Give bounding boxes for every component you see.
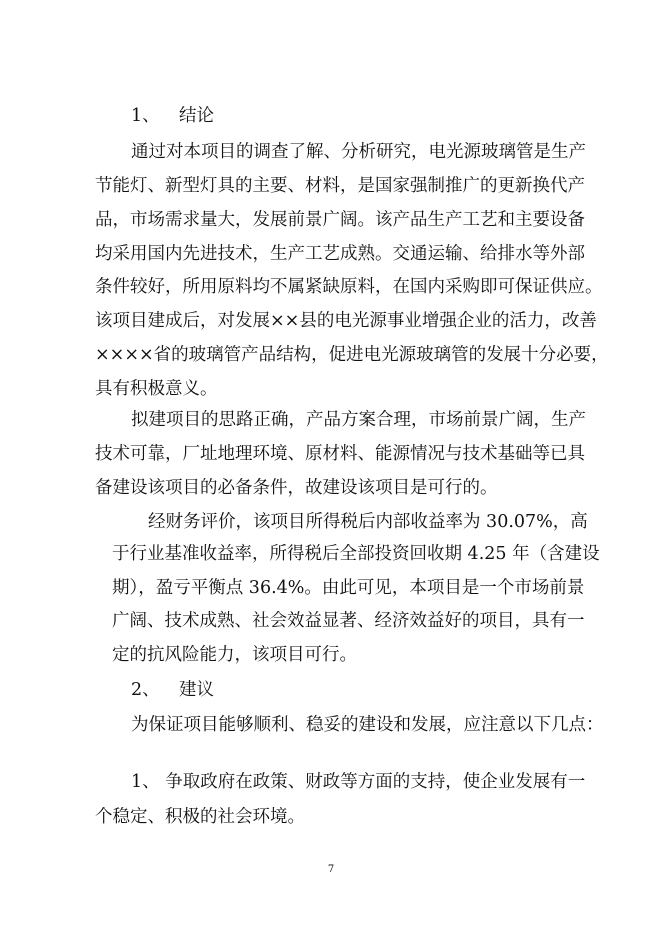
section-heading-suggestions	[131, 678, 214, 702]
suggestion-item-line: 1、 争取政府在政策、财政等方面的支持，使企业发展有一	[131, 772, 586, 792]
section-heading-conclusion	[131, 104, 214, 128]
paragraph3-line: 经财务评价，该项目所得税后内部收益率为 30.07%，高	[148, 512, 588, 532]
paragraph1-line: 节能灯、新型灯具的主要、材料，是国家强制推广的更新换代产	[95, 176, 585, 196]
section-number: 2、	[131, 680, 160, 700]
suggestion-item-line: 个稳定、积极的社会环境。	[95, 807, 305, 827]
paragraph1-line: ××××省的玻璃管产品结构，促进电光源玻璃管的发展十分必要，	[95, 345, 609, 365]
paragraph2-line: 备建设该项目的必备条件，故建设该项目是可行的。	[95, 478, 498, 498]
paragraph3-line: 于行业基准收益率，所得税后全部投资回收期 4.25 年（含建设	[112, 544, 600, 564]
paragraph2-line: 拟建项目的思路正确，产品方案合理，市场前景广阔，生产	[131, 410, 586, 430]
paragraph1-line: 具有积极意义。	[95, 379, 218, 399]
paragraph3-line: 期），盈亏平衡点 36.4%。由此可见，本项目是一个市场前景	[112, 578, 585, 598]
section-title: 建议	[179, 680, 214, 700]
paragraph3-line: 广阔、技术成熟、社会效益显著、经济效益好的项目，具有一	[112, 611, 585, 631]
paragraph1-line: 均采用国内先进技术，生产工艺成熟。交通运输、给排水等外部	[95, 244, 585, 264]
suggestions-intro: 为保证项目能够顺利、稳妥的建设和发展，应注意以下几点：	[131, 715, 604, 735]
paragraph2-line: 技术可靠，厂址地理环境、原材料、能源情况与技术基础等已具	[95, 444, 585, 464]
section-title: 结论	[179, 106, 214, 126]
paragraph1-line: 条件较好，所用原料均不属紧缺原料，在国内采购即可保证供应。	[95, 277, 603, 297]
paragraph1-line: 该项目建成后，对发展××县的电光源事业增强企业的活力，改善	[95, 311, 597, 331]
page-number: 7	[327, 864, 335, 875]
section-number: 1、	[131, 106, 160, 126]
paragraph1-line: 品，市场需求量大，发展前景广阔。该产品生产工艺和主要设备	[95, 210, 585, 230]
paragraph1-line: 通过对本项目的调查了解、分析研究，电光源玻璃管是生产	[131, 142, 586, 162]
paragraph3-line: 定的抗风险能力，该项目可行。	[112, 645, 357, 665]
